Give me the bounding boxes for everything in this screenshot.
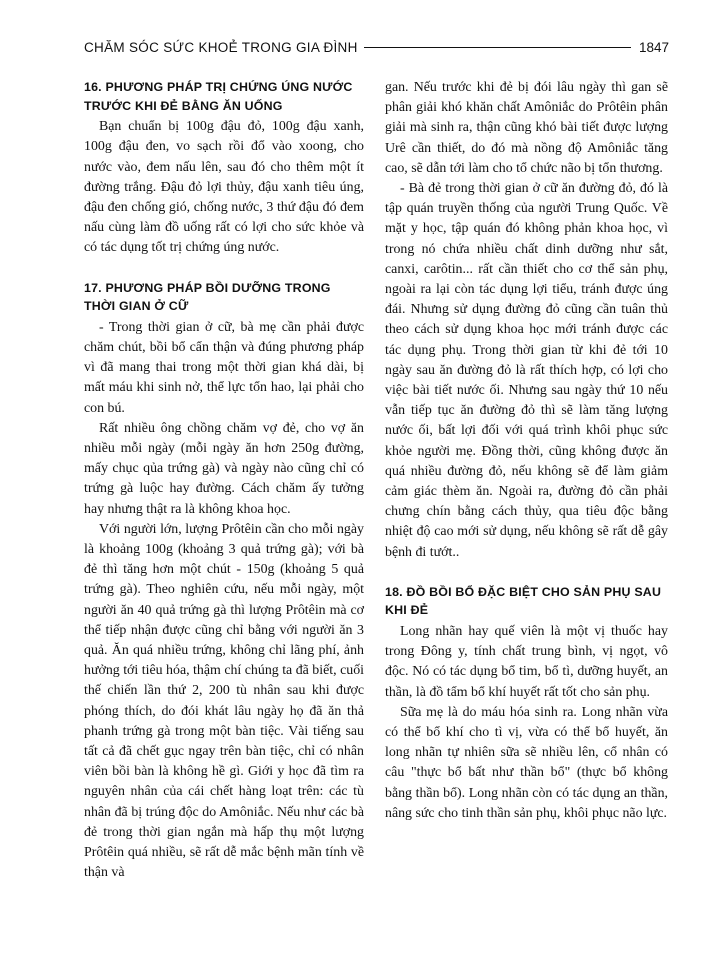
right-column [385, 78, 668, 824]
continued-paragraph: gan. Nếu trước khi đẻ bị đói lâu ngày thì gan sẽ phân giải khó khăn chất Amôniắc do Prôtêin phân giải mà sinh ra, thận cũng khó bài tiết được lượng Urê cần thiết, do đó mà nồng độ Amôniắc tăng cao, sẽ dẫn tới làm cho tổ chức não bị tổn thương. [385, 80, 668, 176]
left-column [84, 78, 364, 883]
section-18-paragraph-2: Sữa mẹ là do máu hóa sinh ra. Long nhãn vừa có thể bổ khí cho tì vị, vừa có thể bổ huyết, ăn long nhãn tự nhiên sữa sẽ nhiều lên, cổ nhân có câu "thực bổ bất như thần bổ" (thực bổ không bằng thần bổ). Long nhãn còn có tác dụng an thần, nâng sức cho tinh thần sản phụ, khôi phục não lực. [385, 704, 668, 821]
running-header-title: CHĂM SÓC SỨC KHOẺ TRONG GIA ĐÌNH [84, 39, 358, 55]
section-17-paragraph-2: Rất nhiều ông chồng chăm vợ đẻ, cho vợ ăn nhiều mỗi ngày (mỗi ngày ăn hơn 250g đường, mấy chục qủa trứng gà) và ngày nào cũng chỉ có trứng gà luộc hay đường. Cách chăm ấy tưởng hay nhưng thật ra là không khoa học. [84, 420, 364, 517]
header-rule [364, 47, 631, 48]
section-16-heading: 16. PHƯƠNG PHÁP TRỊ CHỨNG ÚNG NƯỚC TRƯỚC KHI ĐẺ BẰNG ĂN UỐNG [84, 80, 353, 113]
page-number: 1847 [638, 39, 669, 55]
running-header [84, 37, 669, 57]
section-17-paragraph-1: - Trong thời gian ở cữ, bà mẹ cần phải được chăm chút, bồi bổ cẩn thận và đúng phương pháp vì đã mang thai trong một thời gian khá dài, bị mất máu khi sinh nở, thể lực tổn hao, lại phải cho con bú. [84, 319, 364, 416]
section-16-paragraph-1: Bạn chuẩn bị 100g đậu đỏ, 100g đậu xanh, 100g đậu đen, vo sạch rồi đổ vào xoong, cho nước vào, đem nấu lên, sau đó cho thêm một ít đường trắng. Đậu đỏ lợi thủy, đậu xanh tiêu úng, đậu đen chống gió, chống nước, 3 thứ đậu đó đem nấu cùng làm đồ uống rất có lợi cho sức khỏe và có tác dụng tốt trị chứng úng nước. [84, 119, 364, 256]
section-18-heading: 18. ĐỒ BỒI BỔ ĐẶC BIỆT CHO SẢN PHỤ SAU KHI ĐẺ [385, 584, 662, 618]
section-17-paragraph-3: Với người lớn, lượng Prôtêin cần cho mỗi ngày là khoảng 100g (khoảng 3 quả trứng gà); với bà đẻ thì tăng hơn một chút - 150g (khoảng 5 quả trứng gà). Theo nghiên cứu, nếu mỗi ngày, một người ăn 40 quả trứng gà thì lượng Prôtêin mà cơ thể tiếp nhận được cũng chỉ bằng với người ăn 3 quả. Ăn quá nhiều trứng, không chỉ lãng phí, ảnh hưởng tới tiêu hóa, thậm chí chúng ta đã biết, cuối thế chiến lần thứ 2, 200 tù nhân sau khi được phóng thích, do đói khát lâu ngày họ đã ăn thả phanh trứng gà trong một bàn tiệc. Vài tiếng sau tất cả đã chết gục ngay trên bàn tiệc, chỉ có nhân viên bồi bàn là không hề gì. Giới y học đã tìm ra nguyên nhân của cái chết hàng loạt trên: các tù nhân đã bị trúng độc do Amôniắc. Nếu như các bà đẻ trong thời gian ngắn mà hấp thụ một lượng Prôtêin quá nhiều, sẽ rất dễ mắc bệnh mãn tính về thận và [84, 521, 364, 881]
section-18-paragraph-1: Long nhãn hay quế viên là một vị thuốc hay trong Đông y, tính chất trung bình, vị ngọt, vô độc. Nó có tác dụng bổ tim, bổ tì, dưỡng huyết, an thần, là đồ tẩm bổ khí huyết rất tốt cho sản phụ. [385, 624, 668, 700]
section-17-heading: 17. PHƯƠNG PHÁP BỒI DƯỠNG TRONG THỜI GIAN Ở CỮ [84, 280, 331, 314]
section-17-paragraph-4: - Bà đẻ trong thời gian ở cữ ăn đường đỏ, đó là tập quán truyền thống của người Trung Quốc. Về mặt y học, tập quán đó không phản khoa học, vì trong nó chứa nhiều chất dinh dưỡng như sắt, canxi, carôtin... rất cần thiết cho cơ thể sản phụ, ngoài ra lại còn tác dụng lợi tiểu, tránh được úng đái. Nhưng sử dụng đường đỏ cũng cần tuân thủ theo cách sử dụng khoa học mới tránh được các tác dụng phụ. Trong thời gian từ khi đẻ tới 10 ngày sau ăn đường đỏ là rất thích hợp, có lợi cho việc bài tiết nước ối. Nhưng sau ngày thứ 10 nếu vẫn tiếp tục ăn đường đỏ thì sẽ làm tăng lượng nước ối, bất lợi đối với quá trình khôi phục sức khỏe người mẹ. Đồng thời, cũng không được ăn quá nhiều đường đỏ, nếu không sẽ để làm giảm cảm giác thèm ăn. Ngoài ra, đường đỏ cần phải chưng chín bằng cách thủy, qua tiêu độc bằng nhiệt độ cao mới sử dụng, nếu không sẽ rất dễ gây bệnh đi tướt.. [385, 181, 668, 560]
